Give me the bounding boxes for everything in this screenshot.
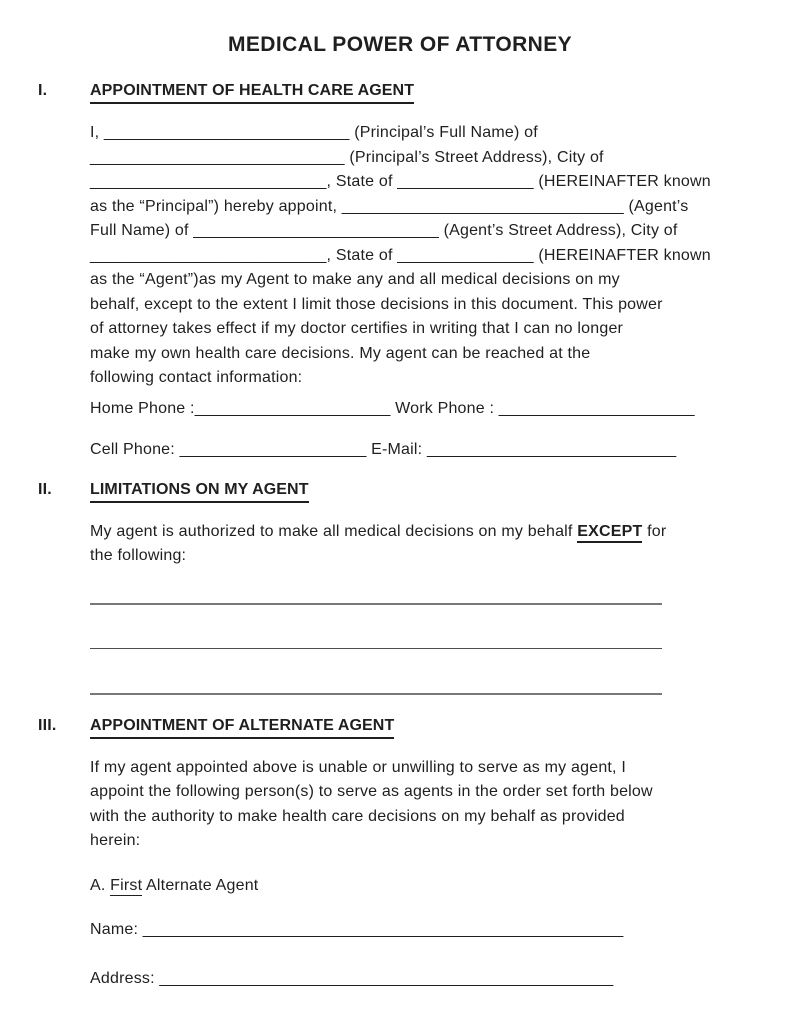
blank-writing-line [90,648,662,649]
alternate-name-line [90,918,800,943]
home-work-phone-line [90,397,800,422]
principal-appointment-paragraph [90,121,800,391]
alternate-address-line [90,967,800,992]
except-emphasis: EXCEPT [577,523,642,543]
first-alternate-agent-label [90,874,800,899]
cell-phone-blank: _____________________ [179,441,367,458]
form-line: ____________________________ (Principal’s Street Address), City of [90,148,604,166]
form-line: the following: [90,547,187,564]
form-line: __________________________, State of _______________ (HEREINAFTER known [90,246,711,264]
address-blank: ___________________________________________________ [159,969,614,987]
limitations-paragraph [90,520,800,569]
address-label: Address: [90,969,160,987]
name-blank: ______________________________________________________ [142,921,624,938]
work-phone-blank: ______________________ [498,399,695,417]
cell-email-line [90,438,800,463]
form-line: If my agent appointed above is unable or unwilling to serve as my agent, I [90,758,626,776]
email-blank: ____________________________ [426,441,677,458]
cell-phone-label: Cell Phone: [90,441,180,458]
section-2-header [38,480,800,503]
section-3-numeral: III. [38,716,57,734]
form-line: Full Name) of ___________________________ (Agent’s Street Address), City of [90,222,678,239]
home-phone-blank: ______________________ [194,399,391,417]
form-line: behalf, except to the extent I limit those decisions in this document. This power [90,295,663,313]
name-label: Name: [90,921,143,938]
work-phone-label: Work Phone : [390,399,499,417]
document-title: MEDICAL POWER OF ATTORNEY [227,33,573,56]
form-line: I, ___________________________ (Principal’s Full Name) of [90,124,538,141]
form-line: herein: [90,832,141,849]
form-line: of attorney takes effect if my doctor certifies in writing that I can no longer [90,320,624,337]
alternate-agent-paragraph [90,756,800,854]
form-line: __________________________, State of _______________ (HEREINAFTER known [90,173,711,190]
form-line: as the “Agent”)as my Agent to make any and all medical decisions on my [90,271,620,288]
limitations-text-start: My agent is authorized to make all medical decisions on my behalf [90,522,578,540]
form-line: appoint the following person(s) to serve as agents in the order set forth below [90,783,653,800]
email-label: E-Mail: [366,441,427,458]
section-1-header [38,81,800,104]
alt-agent-prefix: A. [90,876,111,894]
section-2-heading: LIMITATIONS ON MY AGENT [90,480,309,503]
alt-agent-suffix: Alternate Agent [142,876,259,894]
form-line [90,520,800,545]
limitations-text-end: for [642,522,667,540]
section-3-heading: APPOINTMENT OF ALTERNATE AGENT [90,716,394,739]
section-1-heading: APPOINTMENT OF HEALTH CARE AGENT [90,81,414,104]
form-line: as the “Principal”) hereby appoint, _______________________________ (Agent’s [90,197,689,215]
section-2-numeral: II. [38,480,52,498]
section-3-header [38,716,800,739]
form-line: with the authority to make health care decisions on my behalf as provided [90,807,625,825]
form-line: make my own health care decisions. My agent can be reached at the [90,344,591,362]
form-line: following contact information: [90,369,303,386]
blank-writing-line [90,603,662,605]
blank-writing-line [90,693,662,695]
section-1-numeral: I. [38,82,48,99]
home-phone-label: Home Phone : [90,399,195,417]
alt-agent-first-underlined: First [110,876,143,894]
